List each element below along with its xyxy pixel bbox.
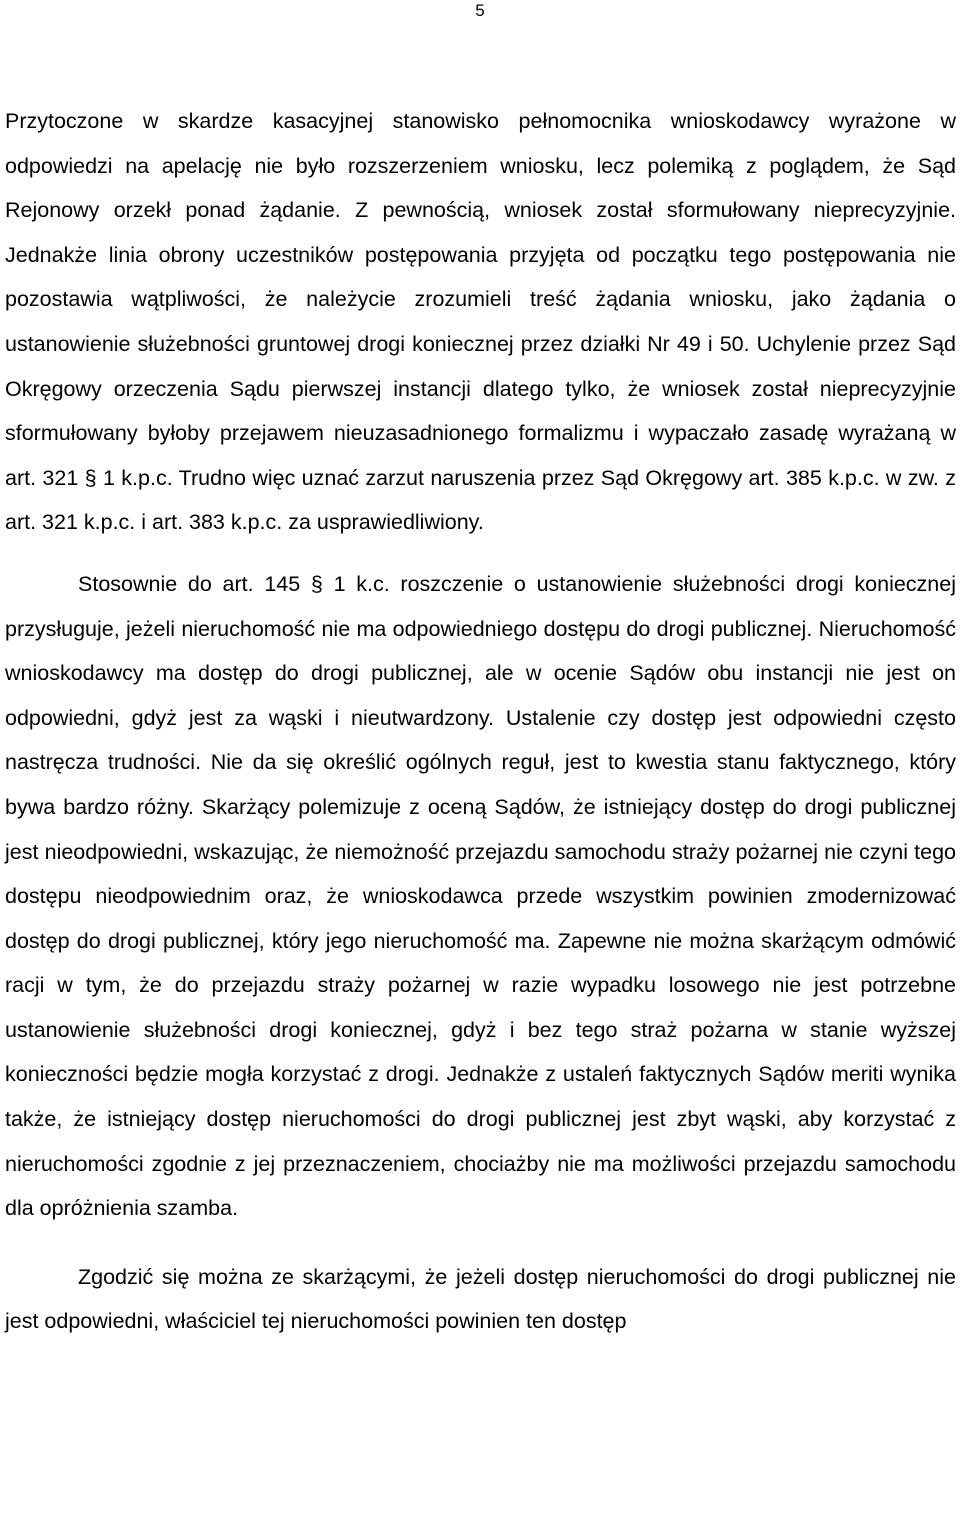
- document-body: [5, 99, 956, 1344]
- paragraph-3: Zgodzić się można ze skarżącymi, że jeżeli dostęp nieruchomości do drogi publicznej nie jest odpowiedni, właściciel tej nieruchomości powinien ten dostęp: [5, 1264, 956, 1334]
- paragraph-gap: [5, 545, 956, 562]
- paragraph-1: Przytoczone w skardze kasacyjnej stanowisko pełnomocnika wnioskodawcy wyrażone w odpowiedzi na apelację nie było rozszerzeniem wniosku, lecz polemiką z poglądem, że Sąd Rejonowy orzekł ponad żądanie. Z pewnością, wniosek został sformułowany nieprecyzyjnie. Jednakże linia obrony uczestników postępowania przyjęta od początku tego postępowania nie pozostawia wątpliwości, że należycie zrozumieli treść żądania wniosku, jako żądania o ustanowienie służebności gruntowej drogi koniecznej przez działki Nr 49 i 50. Uchylenie przez Sąd Okręgowy orzeczenia Sądu pierwszej instancji dlatego tylko, że wniosek został nieprecyzyjnie sformułowany byłoby przejawem nieuzasadnionego formalizmu i wypaczało zasadę wyrażaną w art. 321 § 1 k.p.c. Trudno więc uznać zarzut naruszenia przez Sąd Okręgowy art. 385 k.p.c. w zw. z art. 321 k.p.c. i art. 383 k.p.c. za usprawiedliwiony.: [5, 109, 956, 535]
- paragraph-gap: [5, 1231, 956, 1255]
- page-number: 5: [475, 1, 485, 20]
- paragraph-2: Stosownie do art. 145 § 1 k.c. roszczenie o ustanowienie służebności drogi koniecznej przysługuje, jeżeli nieruchomość nie ma odpowiedniego dostępu do drogi publicznej. Nieruchomość wnioskodawcy ma dostęp do drogi publicznej, ale w ocenie Sądów obu instancji nie jest on odpowiedni, gdyż jest za wąski i nieutwardzony. Ustalenie czy dostęp jest odpowiedni często nastręcza trudności. Nie da się określić ogólnych reguł, jest to kwestia stanu faktycznego, który bywa bardzo różny. Skarżący polemizuje z oceną Sądów, że istniejący dostęp do drogi publicznej jest nieodpowiedni, wskazując, że niemożność przejazdu samochodu straży pożarnej nie czyni tego dostępu nieodpowiednim oraz, że wnioskodawca przede wszystkim powinien zmodernizować dostęp do drogi publicznej, który jego nieruchomość ma. Zapewne nie można skarżącym odmówić racji w tym, że do przejazdu straży pożarnej w razie wypadku losowego nie jest potrzebne ustanowienie służebności drogi koniecznej, gdyż i bez tego straż pożarna w stanie wyższej konieczności będzie mogła korzystać z drogi. Jednakże z ustaleń faktycznych Sądów meriti wynika także, że istniejący dostęp nieruchomości do drogi publicznej jest zbyt wąski, aby korzystać z nieruchomości zgodnie z jej przeznaczeniem, chociażby nie ma możliwości przejazdu samochodu dla opróżnienia szamba.: [5, 571, 956, 1221]
